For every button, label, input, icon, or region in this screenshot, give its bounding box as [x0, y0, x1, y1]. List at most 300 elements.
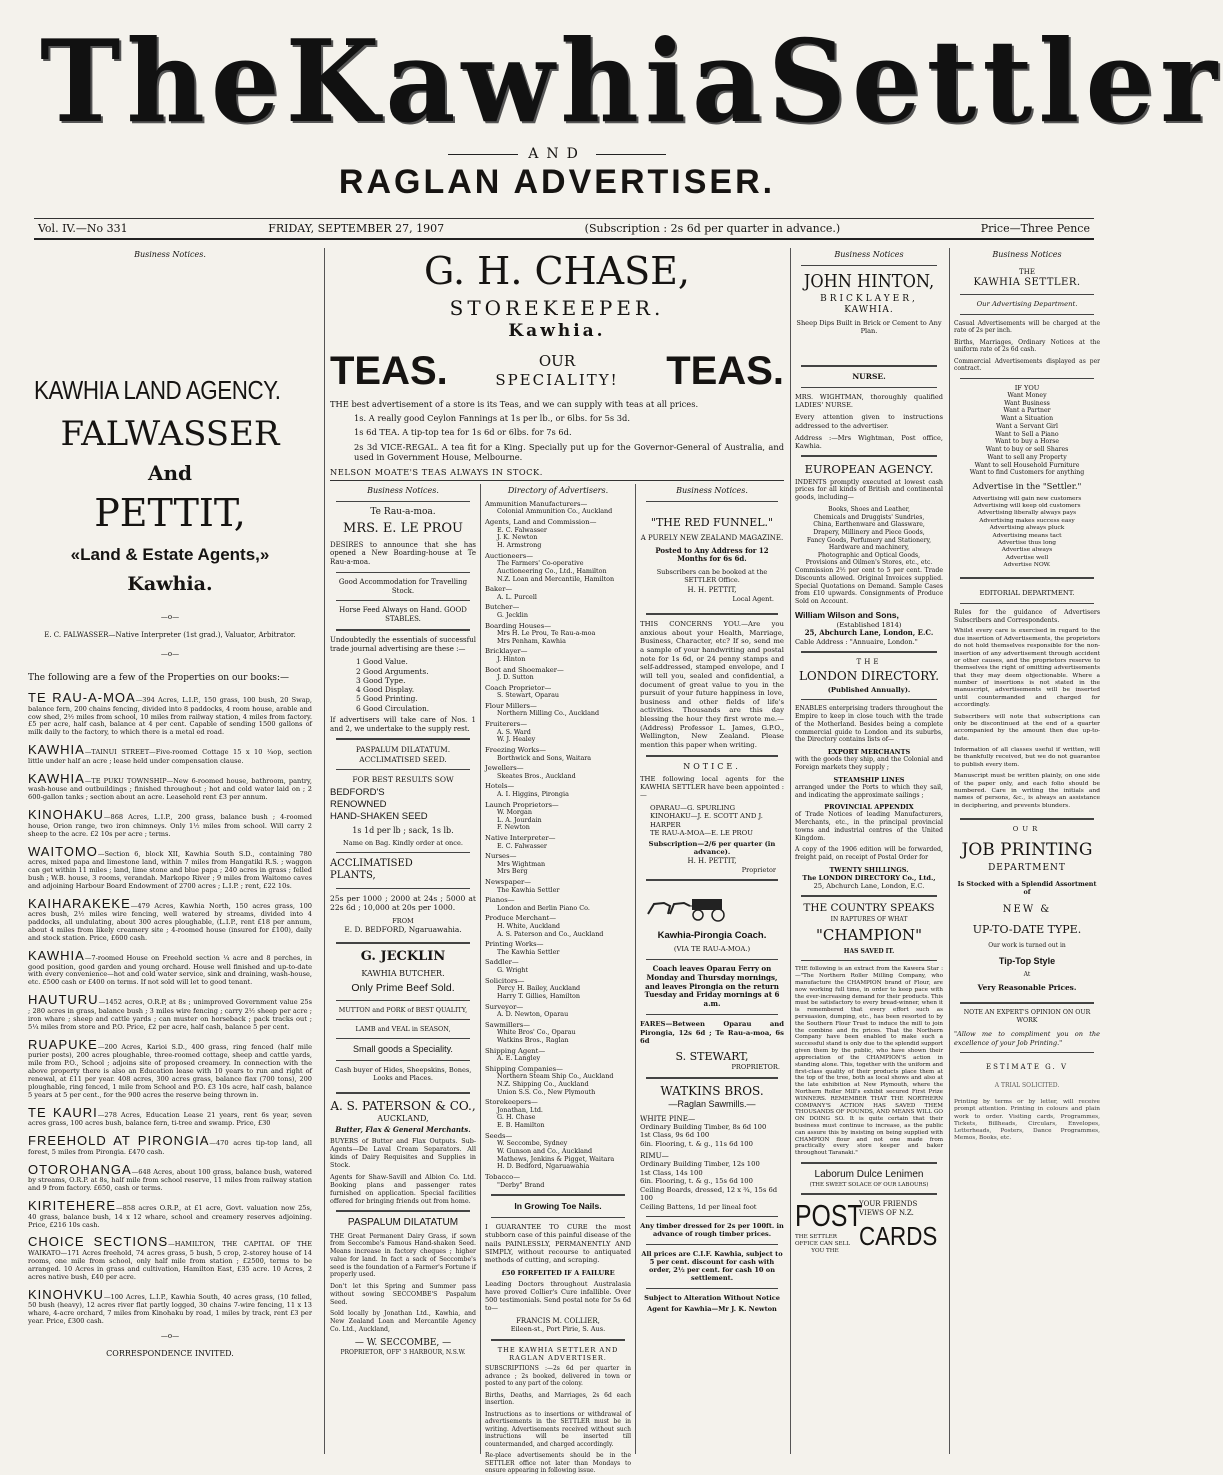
correspondence-invited: CORRESPONDENCE INVITED.: [106, 1348, 234, 1358]
country-raptures: IN RAPTURES OF WHAT: [830, 915, 908, 923]
divider: [336, 1092, 470, 1094]
hinton-name: JOHN HINTON,: [803, 271, 935, 292]
interpreter-note: E. C. FALWASSER—Native Interpreter (1st grad.), Valuator, Arbitrator.: [44, 631, 296, 640]
divider: [336, 1060, 470, 1061]
toe-forfeit: £50 FORFEITED IF A FAILURE: [501, 1268, 615, 1277]
post-word: POST: [795, 1198, 863, 1234]
advertising-item: Advertising will gain new customers: [972, 495, 1082, 502]
expert-note: NOTE AN EXPERT'S OPINION ON OUR WORK: [963, 1008, 1091, 1024]
directory-category: Nurses—: [485, 852, 517, 861]
dateline: [34, 218, 1094, 240]
property-name: KAWHIA: [28, 947, 85, 963]
european-text-2: Commission 2½ per cent to 5 per cent. Trade Discounts allowed. Original Invoices supplied. Special Quotations on Demand. Sample Cases from £10 upwards. Consignments of Produce Sold on Account.: [795, 567, 943, 606]
property-text: —1452 acres, O.R.P, at 8s ; unimproved Government value 25s ; 280 acres in grass, balance bush ; 3 miles wire fencing ; carry 2½ sheep per acre ; iron whare ; sheep and cattle yards ; can muster on horseback ; pack tracks out ; 5¼ miles from store and P.O. Price, £2 per acre, half cash, balance 5 per cent.: [28, 998, 312, 1031]
nurse-title: NURSE.: [852, 372, 886, 382]
acclimatised: ACCLIMATISED: [330, 857, 413, 869]
notice-title: NOTICE.: [683, 761, 741, 771]
champion-saved: HAS SAVED IT.: [843, 947, 895, 955]
property-name: KIRITEHERE: [28, 1198, 117, 1214]
directory-entry: The Kawhia Settler: [497, 885, 560, 894]
rule-1: Whilst every care is exercised in regard to the due insertion of Advertisements, the proprietors do not hold themselves responsible for the non-insertion of any advertisement through accident or other causes, and the proprietors reserve to themselves the right of omitting advertisements that they may deem objectionable. Where a number of insertions is not stated in the manuscript, advertisements will be inserted until countermanded and charged for accordingly.: [954, 628, 1100, 709]
settler-text: SUBSCRIPTIONS :—2s 6d per quarter in advance ; 2s booked, delivered in town or posted to any part of the colony.: [485, 1365, 631, 1388]
property-name: KAIHARAKEKE: [28, 895, 131, 911]
red-funnel-subs: Subscribers can be booked at the SETTLER Office.: [656, 568, 768, 585]
settler-the: THE: [1019, 268, 1035, 276]
property-name: KINOHAKU: [28, 807, 104, 823]
best-results: FOR BEST RESULTS SOW: [352, 774, 454, 784]
paspalum2-title: PASPALUM DILATATUM: [347, 1217, 459, 1229]
post-cards-advert: [795, 1200, 943, 1255]
paspalum2-text-2: Don't let this Spring and Summer pass without sowing SECCOMBE'S Paspalum Seed.: [330, 1283, 476, 1306]
ornament-divider: —o—: [160, 612, 180, 621]
column-header: Business Notices: [992, 250, 1062, 259]
white-pine-label: WHITE PINE—: [640, 1113, 696, 1123]
directory-category: Storekeepers—: [485, 1098, 538, 1107]
want-item: Want a Servant Girl: [996, 422, 1058, 430]
coach-text: Coach leaves Oparau Ferry on Monday and Thursday mornings, and leaves Pirongia on the return Tuesday and Friday mornings at 6 a.m.: [644, 963, 780, 1009]
laborum-title: Laborum Dulce Lenimen: [814, 1169, 924, 1181]
if-you: IF YOU: [1014, 383, 1040, 392]
want-item: Want to buy or sell Shares: [985, 446, 1069, 454]
job-at: At: [1023, 971, 1031, 979]
directory-category: Newspaper—: [485, 878, 532, 887]
toe-address-2: Eileen-st., Port Pirie, S. Aus.: [510, 1325, 606, 1334]
directory-entry: The Kawhia Settler: [497, 947, 560, 956]
advertising-item: Advertising liberally always pays: [977, 510, 1077, 517]
divider: [491, 1194, 625, 1196]
chase-name: G. H. CHASE,: [424, 249, 690, 293]
teas-speciality: SPECIALITY!: [495, 370, 619, 389]
directory-entry: Jonathan, Ltd.: [497, 1105, 543, 1114]
london-text: ENABLES enterprising traders throughout the Empire to keep in close touch with the trade of the Motherland. Besides being a complete commercial guide to London and its suburbs, the Directory contains lists of—: [795, 705, 943, 744]
divider: [336, 600, 470, 601]
advertising-item: Advertise well: [1005, 554, 1049, 561]
nurse-text-2: Every attention given to instructions addressed to the advertiser.: [795, 413, 943, 430]
watkins-name: WATKINS BROS.: [660, 1083, 764, 1098]
essential-item: 4 Good Display.: [356, 685, 415, 694]
births-rate: Births, Marriages, Ordinary Notices at the uniform rate of 2s 6d cash.: [954, 338, 1100, 354]
paterson-place: AUCKLAND,: [377, 1114, 429, 1124]
directory-category: Solicitors—: [485, 976, 525, 985]
directory-entry: Northern Milling Co., Auckland: [497, 709, 600, 718]
property-item: [28, 1037, 312, 1100]
property-name: RUAPUKE: [28, 1036, 98, 1052]
red-funnel-title: "THE RED FUNNEL.": [650, 516, 774, 529]
hand-shaken-line: HAND-SHAKEN SEED: [330, 810, 428, 822]
boarding-place: Te Rau-a-moa.: [370, 507, 436, 517]
directory-entry: A. S. Paterson and Co., Auckland: [497, 929, 604, 938]
property-item: [28, 896, 312, 943]
directory-entry: Colonial Ammunition Co., Auckland: [497, 507, 613, 516]
property-item: [28, 1162, 312, 1193]
divider: [960, 294, 1094, 295]
coach-via: (VIA TE RAU-A-MOA.): [673, 945, 751, 954]
wilson-name: William Wilson and Sons,: [795, 609, 899, 620]
property-text: —470 acres tip-top land, all forest, 5 miles from Pirongia. £470 cash.: [28, 1139, 312, 1156]
advertise-title: Advertise in the "Settler.": [972, 481, 1082, 492]
teas-left: TEAS.: [330, 348, 448, 393]
firm-and: And: [147, 461, 193, 485]
divider: [960, 378, 1094, 379]
directory-list: [485, 500, 631, 1189]
essential-item: 6 Good Circulation.: [356, 703, 430, 713]
essential-item: 5 Good Printing.: [356, 694, 418, 704]
column-header: Business Notices.: [134, 250, 206, 259]
column-directory: [485, 484, 631, 1475]
ornament-divider: —o—: [160, 650, 180, 658]
directory-entry: W. Morgan: [497, 808, 532, 817]
divider: [960, 818, 1094, 820]
directory-entry: Skeates Bros., Auckland: [497, 771, 576, 780]
small-goods: Small goods a Speciality.: [353, 1043, 453, 1054]
concerns-text: THIS CONCERNS YOU.—Are you anxious about your Health, Marriage, Business, Character, etc? If so, send me a sample of your handwriting and postal note for 1s 6d, or 24 penny stamps and self-addressed, stamped envelope, and I will tell you, sealed and confidential, a document of great value to you in the pursuit of your future happiness in love, business and other fields of life's activities. Thousands are this day blessing the hour they first wrote me.—(Address) Professor L. James, G.P.O., Wellington, New Zealand. Please mention this paper when writing.: [640, 620, 784, 749]
property-name: WAITOMO: [28, 843, 98, 859]
directory-entry: J. K. Newton: [497, 533, 538, 542]
european-item: Provisions and Oilmen's Stores, etc., etc.: [805, 559, 933, 567]
advertising-item: Advertising makes success easy: [979, 517, 1075, 524]
divider: [491, 1339, 625, 1341]
price-row: Ordinary Building Timber, 8s 6d 100: [640, 1122, 767, 1131]
column-land-agency: [28, 248, 318, 1454]
provincial-text: of Trade Notices of leading Manufacturers, Merchants, etc., in the principal provincial towns and industrial centres of the United Kingdom.: [795, 811, 943, 842]
settler-name: KAWHIA SETTLER.: [973, 276, 1081, 288]
directory-entry: W. Gunson and Co., Auckland: [497, 1146, 593, 1155]
column-rule: [949, 248, 950, 1454]
divider: [801, 455, 937, 457]
directory-category: Flour Millers—: [485, 701, 537, 710]
chase-role: STOREKEEPER.: [449, 295, 665, 320]
cif-note: All prices are C.I.F. Kawhia, subject to 5 per cent. discount for cash with order, 2½ per cent. for cash 10 on settlement.: [641, 1249, 783, 1283]
divider: [801, 1162, 937, 1164]
hinton-text: Sheep Dips Built in Brick or Cement to Any Plan.: [796, 319, 942, 336]
editorial-title: EDITORIAL DEPARTMENT.: [979, 589, 1075, 598]
column-header: Business Notices.: [367, 486, 439, 495]
newton-agent: Agent for Kawhia—Mr J. K. Newton: [647, 1304, 777, 1313]
expert-quote: "Allow me to compliment you on the excellence of your Job Printing.": [954, 1030, 1100, 1047]
chase-advert: [330, 248, 784, 480]
directory-entry: Borthwick and Sons, Waitara: [497, 753, 592, 762]
essentials-intro: Undoubtedly the essentials of successful trade journal advertising are these :—: [330, 635, 476, 653]
european-item: Drapery, Millinery and Piece Goods,: [813, 529, 925, 537]
alteration-note: Subject to Alteration Without Notice: [644, 1293, 780, 1302]
directory-category: Launch Proprietors—: [485, 800, 559, 809]
champion-text: THE following is an extract from the Kawera Star :—"The Northern Roller Milling Company, who manufacture the CHAMPION brand of Flour, are now working full time, in order to keep pace with the ever-increasing demand for their products. This must be satisfactory to every bread-winner, when it is remembered that every effort such as persuasion, dumping, etc., has been resorted to by the Southern Flour Trust to induce the mill to join the combine and fix prices. That the Northern Company have been enabled to make such a successful stand is only due to the splendid support given them by the public, who have shown their appreciation of the CHAMPION'S action in standing alone. This, together with the uniform and first-class quality of their products place them at the top of the tree, both as local shows and also at the late exhibition at New Plymouth, where the Northern Roller Mill's exhibit secured First Prize WINNERS. REMEMBER THAT THE NORTHERN COMPANY'S ACTION HAS SAVED THEM THOUSANDS OF POUNDS, AND MEANS WILL GO ON DOING SO. It is quite certain that their business must continue to increase, as the public can assure this by insisting on being supplied with CHAMPION flour and not one made from practically every store keeper and baker throughout Taranaki.": [795, 966, 943, 1157]
property-text: —479 Acres, Kawhia North, 150 acres grass, 100 acres bush, 2½ miles wire fencing, well watered by streams, divided into 4 paddocks, all undulating, about 300 acres ploughable, (L.I.P., rent £18 per annum, about 4 miles from likely creamery site ; 4-roomed house (insured for £100), daily and stock station. Price, £600 cash.: [28, 901, 312, 943]
price-row: Ceiling Battens, 1d per lineal foot: [640, 1202, 757, 1211]
property-text: —7-roomed House on Freehold section ¼ acre and 8 perches, in good position, good garden and young orchard. House well finished and up-to-date with every convenience—hot and cold water service, sink and draining, wash-house, etc. £500 cash or £400 on terms. If not sold will let to good tenant.: [28, 953, 312, 987]
boarding-accom: Good Accommodation for Travelling Stock.: [338, 577, 468, 595]
trial-label: A TRIAL SOLICITED.: [994, 1081, 1060, 1089]
firm-place: Kawhia.: [127, 572, 213, 595]
property-item: [28, 807, 312, 838]
property-name: KINOHVKU: [28, 1286, 104, 1302]
property-text: —858 acres O.R.P., at £1 acre, Govt. valuation now 25s, 40 grass, balance bush, 14 x 12 whare, school and creamery reserves adjoining. Price, £216 10s cash.: [28, 1204, 312, 1229]
price-row: 1st Class, 14s 100: [640, 1168, 703, 1177]
wilson-est: (Established 1814): [836, 620, 902, 629]
you-the: YOU THE: [811, 1248, 839, 1255]
column-header: Business Notices.: [676, 486, 748, 495]
settler-text-2: Births, Deaths, and Marriages, 2s 6d each insertion.: [485, 1391, 631, 1407]
paspalum-title: PASPALUM DILATATUM.: [355, 745, 451, 755]
directory-entry: Mathews, Jenkins & Pigget, Waitara: [497, 1154, 615, 1163]
directory-entry: E. C. Falwasser: [497, 841, 547, 850]
divider: [336, 888, 470, 889]
property-name: CHOICE SECTIONS: [28, 1234, 169, 1250]
directory-category: Sawmillers—: [485, 1020, 531, 1029]
paterson-name: A. S. PATERSON & CO.,: [330, 1099, 476, 1114]
essential-item: 3 Good Type.: [356, 675, 406, 685]
job-stocked: Is Stocked with a Splendid Assortment of: [957, 880, 1097, 897]
divider: [801, 365, 937, 367]
directory-category: Tobacco—: [485, 1173, 521, 1182]
property-text: —648 Acres, about 100 grass, balance bush, watered by streams, O.R.P. at 8s, half mile from school reserve, 11 miles from railway station and 9 from factory. £650, cash or terms.: [28, 1167, 312, 1193]
boarding-text: DESIRES to announce that she has opened a New Boarding-house at Te Rau-a-moa.: [330, 540, 476, 566]
nurse-text: MRS. WIGHTMAN, thoroughly qualified LADIES' NURSE.: [795, 392, 943, 410]
directory-category: Freezing Works—: [485, 746, 546, 755]
volume-number: Vol. IV.—No 331: [38, 222, 128, 235]
property-item: [28, 1133, 312, 1157]
settler-text-3: Instructions as to insertions or withdrawal of advertisements in the SETTLER must be in writing. Advertisements received without such instructions will be inserted till countermanded, and charged accordingly.: [485, 1410, 631, 1448]
red-funnel-post: Posted to Any Address for 12 Months for 6s 6d.: [655, 545, 769, 564]
paspalum2-text-3: Sold locally by Jonathan Ltd., Kawhia, and New Zealand Loan and Mercantile Agency Co. Ltd., Auckland,: [330, 1310, 476, 1333]
directory-category: Hotels—: [485, 782, 515, 791]
chase-bottom-rule: [330, 480, 784, 481]
job-reasonable: Very Reasonable Prices.: [977, 982, 1077, 992]
firm-role: «Land & Estate Agents,»: [70, 544, 270, 564]
toe-text: I GUARANTEE TO CURE the most stubborn case of this painful disease of the nails PAINLESSLY, PERMANENTLY AND SIMPLY, without recourse to antiquated methods of cutting, and scraping.: [485, 1222, 631, 1265]
essential-item: 1 Good Value.: [356, 657, 408, 667]
directory-category: Boot and Shoemaker—: [485, 665, 564, 674]
property-text: —TE PUKU TOWNSHIP—New 6-roomed house, bathroom, pantry, wash-house and outbuildings ; finished throughout ; hot and cold water laid on ; 2 600-gallon tanks ; section about an acre. Leasehold rent £3 per annum.: [28, 776, 312, 802]
property-item: [28, 1198, 312, 1229]
wilson-cable: Cable Address : "Annuaire, London.": [795, 637, 918, 646]
want-item: Want to sell Household Furniture: [974, 461, 1080, 469]
divider: [801, 387, 937, 388]
white-pine-prices: [640, 1123, 784, 1148]
divider: [960, 314, 1094, 315]
chase-place: Kawhia.: [508, 320, 606, 341]
directory-entry: Percy H. Bailey, Auckland: [497, 984, 581, 993]
divider: [801, 265, 937, 266]
paterson-text-2: Agents for Shaw-Savill and Albion Co. Ltd. Booking plans and passenger rates furnished on application. Special facilities offered for bringing friends out from home.: [330, 1173, 476, 1206]
teas-price-2: 1s 6d TEA. A tip-top tea for 1s 6d or 6lbs. for 7s 6d.: [354, 427, 572, 438]
want-item: Want a Partner: [1003, 407, 1051, 415]
property-text: —394 Acres, L.I.P., 150 grass, 100 bush, 20 Swap, balance fern, 200 chains fencing, divided into 8 paddocks, 4 room house, arable and cow shed, 2½ miles from school, 10 miles from railway station, 4 miles from factory. £5 per acre, half cash, balance at 4 per cent. Capable of sending 1500 gallons of milk daily to the factory, to which there is a metal ed road.: [28, 696, 312, 737]
directory-entry: W. J. Healey: [497, 735, 536, 744]
price-row: Ceiling Boards, dressed, 12 x ¾, 15s 6d 100: [640, 1185, 778, 1203]
advertising-list: [954, 496, 1100, 570]
job-our: OUR: [1012, 825, 1042, 834]
directory-entry: The Farmers' Co-operative Auctioneering Co., Ltd., Hamilton: [497, 559, 607, 575]
directory-entry: W. Seccombe, Sydney: [497, 1139, 568, 1148]
rules-intro: Rules for the guidance of Advertisers Subscribers and Correspondents.: [954, 608, 1100, 624]
want-item: Want a Situation: [1000, 415, 1054, 423]
divider: [336, 738, 470, 740]
agent-item: TE RAU-A-MOA—E. LE PROU: [650, 829, 753, 838]
property-item: [28, 742, 312, 766]
masthead-subtitle: RAGLAN ADVERTISER.: [338, 163, 776, 201]
directory-entry: Watkins Bros., Raglan: [497, 1035, 569, 1044]
agent-item: KINOHAKU—J. E. SCOTT AND J. HARPER: [650, 812, 763, 829]
divider: [336, 942, 470, 944]
property-item: [28, 1234, 312, 1281]
hinton-role: BRICKLAYER,: [820, 293, 918, 304]
coach-illustration: [640, 892, 750, 922]
boarding-owner: MRS. E. LE PROU: [343, 521, 463, 537]
property-name: KAWHIA: [28, 742, 85, 758]
column-rule: [324, 248, 325, 1454]
prime-beef: Only Prime Beef Sold.: [351, 981, 455, 994]
rule-3: Information of all classes useful if written, will be thankfully received, but we do not guarantee to publish every item.: [954, 747, 1100, 768]
masthead: [0, 0, 1223, 240]
property-item: [28, 1287, 312, 1326]
european-item: Fancy Goods, Perfumery and Stationery,: [806, 536, 932, 544]
paspalum-sub: ACCLIMATISED SEED.: [359, 754, 447, 764]
settler-office: THE SETTLER OFFICE CAN SELL: [795, 1234, 851, 1248]
column-business-notices-a: [330, 484, 476, 1454]
divider: [336, 1038, 470, 1039]
teas-our: OUR: [538, 352, 576, 370]
divider: [646, 755, 778, 757]
directory-category: Baker—: [485, 585, 513, 594]
directory-entry: L. A. Jourdain: [497, 815, 542, 824]
steamship-title: STEAMSHIP LINES: [833, 775, 905, 784]
plants: PLANTS,: [330, 870, 376, 882]
job-department: DEPARTMENT: [988, 862, 1066, 873]
european-item: Chemicals and Druggists' Sundries,: [813, 513, 925, 521]
directory-entry: A. I. Higgins, Pirongia: [497, 789, 569, 798]
essentials-note: If advertisers will take care of Nos. 1 and 2, we undertake to the supply rest.: [330, 715, 476, 733]
divider: [336, 769, 470, 770]
want-item: Want Money: [1007, 391, 1047, 399]
directory-category: Seeds—: [485, 1131, 513, 1140]
subscription-note: (Subscription : 2s 6d per quarter in advance.): [584, 222, 841, 235]
coach-title: Kawhia-Pirongia Coach.: [657, 930, 767, 942]
cards-word: CARDS: [859, 1220, 938, 1251]
directory-category: Agents, Land and Commission—: [485, 518, 597, 527]
directory-category: Shipping Agent—: [485, 1046, 546, 1055]
lamb: LAMB and VEAL in SEASON,: [355, 1024, 451, 1033]
divider: [646, 613, 778, 615]
directory-entry: A. S. Ward: [497, 727, 531, 736]
stewart-role: PROPRIETOR.: [731, 1063, 780, 1072]
title-word-the: The: [40, 15, 286, 149]
column-header: Directory of Advertisers.: [507, 486, 609, 495]
directory-entry: A. D. Newton, Oparau: [497, 1010, 569, 1018]
property-item: [28, 690, 312, 737]
directory-entry: H. D. Bedford, Ngaruawahia: [497, 1162, 590, 1171]
watkins-sub: —Raglan Sawmills.—: [668, 1098, 756, 1109]
red-funnel-local: Local Agent.: [732, 595, 774, 603]
teas-price-3: 2s 3d VICE-REGAL. A tea fit for a King. Specially put up for the Governor-General of Australia, and used in Government House, Melbourne.: [354, 441, 784, 463]
price-row: Ordinary Building Timber, 12s 100: [640, 1160, 760, 1169]
dressed-note: Any timber dressed for 2s per 100ft. in advance of rough timber prices.: [640, 1222, 784, 1239]
directory-entry: H. White, Auckland: [497, 921, 561, 930]
agent-item: OPARAU—G. SPURLING: [650, 803, 736, 812]
directory-category: Auctioneers—: [485, 551, 534, 560]
divider: [646, 1288, 778, 1289]
property-text: —200 Acres, Karioi S.D., 400 grass, ring fenced (half mile purier posts), 200 acres ploughable, three-roomed cottage, sheep and cattle yards, mile from P.O., School ; adjoins site of proposed creamery. In connection with the above property there is also an Education lease with 10 years to run and right of renewal, at £11 per year. 408 acres, 300 acres grass, balance flax (700 tons), 200 ploughable, ring fenced, 1 mile from School and P.O. £3 10s acre, half cash, balance 5 years at 5 per cent., for the 900 acres the reserve being thrown in.: [28, 1042, 312, 1099]
want-item: Want to buy a Horse: [994, 438, 1060, 446]
divider: [646, 879, 778, 881]
property-item: [28, 948, 312, 987]
job-tiptop: Tip-Top Style: [998, 955, 1056, 966]
property-text: —100 Acres, L.I.P., Kawhia South, 40 acres grass, (10 felled, 50 bush (heavy), 12 acres river flat partly logged, 30 chains 7-wire fencing, 11 x 13 whare, 4-acre orchard, 7 miles from Kinohaku by road, 1 miles by track, rent £3 per year. Price, £300 cash.: [28, 1292, 312, 1326]
london-pub: (Published Annually).: [827, 685, 911, 694]
want-list: [954, 392, 1100, 477]
rule-2: Subscribers will note that subscriptions can only be discontinued at the end of a quarter accompanied by the amount then due up-to-date.: [954, 713, 1100, 742]
directory-category: Ammunition Manufacturers—: [485, 500, 588, 508]
divider: [336, 572, 470, 573]
subscription-notice: Subscription—2/6 per quarter (in advance).: [648, 839, 776, 857]
plants-price: 25s per 1000 ; 2000 at 24s ; 5000 at 22s 6d ; 10,000 at 20s per 1000.: [330, 893, 476, 913]
your-friends: YOUR FRIENDS: [859, 1200, 918, 1209]
toe-title: In Growing Toe Nails.: [514, 1201, 602, 1212]
directory-entry: Harry T. Gillies, Hamilton: [497, 991, 580, 1000]
column-rule: [480, 484, 481, 1454]
issue-date: FRIDAY, SEPTEMBER 27, 1907: [268, 222, 445, 235]
column-rule: [790, 248, 791, 1454]
divider: [801, 651, 937, 653]
column-rule: [635, 484, 636, 1454]
property-text: —868 Acres, L.I.P., 200 grass, balance bush ; 4-roomed house, Orion range, two iron chimneys. Only 1½ miles from school. Will carry 2 sheep to the acre. £2 10s per acre ; terms.: [28, 813, 312, 838]
teas-price-1: 1s. A really good Ceylon Fannings at 1s per lb., or 6lbs. for 5s 3d.: [354, 413, 630, 424]
directory-entry: White Bros' Co., Oparau: [497, 1028, 576, 1037]
directory-category: Boarding Houses—: [485, 621, 551, 630]
divider: [646, 501, 778, 502]
property-name: KAWHIA: [28, 770, 85, 786]
european-list: [795, 506, 943, 567]
views-nz: VIEWS OF N.Z.: [859, 1209, 914, 1218]
directory-entry: S. Stewart, Oparau: [497, 691, 560, 700]
teas-banner: [330, 346, 784, 396]
divider: [336, 1210, 470, 1212]
jecklin-name: G. JECKLIN: [360, 949, 446, 965]
essential-item: 2 Good Arguments.: [356, 666, 429, 676]
divider: [336, 629, 470, 631]
divider: [960, 577, 1094, 579]
stewart-name: S. STEWART,: [675, 1049, 749, 1063]
commercial-rate: Commercial Advertisements displayed as per contract.: [954, 357, 1100, 373]
toe-address: FRANCIS M. COLLIER,: [516, 1316, 600, 1325]
directory-entry: G. Jecklin: [497, 610, 528, 619]
property-text: —HAMILTON, THE CAPITAL OF THE WAIKATO—171 Acres freehold, 74 acres grass, 5 bush, 5 crop, 2-storey house of 14 rooms, one mile from school, only half mile from station ; £2500, terms to be arranged. 10 Acres in grass and cultivation, Hamilton East, £35 acre. 10 Acres, 2 acres native bush, £40 per acre.: [28, 1240, 312, 1281]
jecklin-role: KAWHIA BUTCHER.: [361, 968, 445, 978]
job-new: NEW &: [1002, 904, 1052, 916]
paterson-role: Butter, Flax & General Merchants.: [335, 1125, 471, 1135]
directory-entry: Mrs Berg: [497, 867, 528, 876]
divider: [646, 1216, 778, 1217]
firm-name-pettit: PETTIT,: [94, 491, 246, 535]
column-header: Business Notices: [834, 250, 904, 259]
directory-entry: Union S.S. Co., New Plymouth: [497, 1087, 596, 1096]
divider: [646, 1014, 778, 1015]
european-item: Books, Shoes and Leather,: [828, 506, 910, 514]
export-text: with the goods they ship, and the Colonial and Foreign markets they supply ;: [795, 756, 943, 771]
directory-entry: "Derby" Brand: [497, 1180, 545, 1189]
london-title: LONDON DIRECTORY.: [798, 668, 940, 683]
bedford-line: BEDFORD'S: [330, 787, 385, 799]
boarding-feed: Horse Feed Always on Hand. GOOD STABLES.: [339, 606, 467, 623]
divider: [336, 852, 470, 853]
from-label: FROM: [392, 916, 414, 925]
settler-title: THE KAWHIA SETTLER AND RAGLAN ADVERTISER.: [497, 1345, 619, 1362]
directory-entry: F. Newton: [497, 823, 530, 832]
divider: [646, 959, 778, 960]
property-item: [28, 771, 312, 802]
london-copy: A copy of the 1906 edition will be forwarded, freight paid, on receipt of Postal Order for: [795, 846, 943, 862]
divider: [491, 1217, 625, 1218]
